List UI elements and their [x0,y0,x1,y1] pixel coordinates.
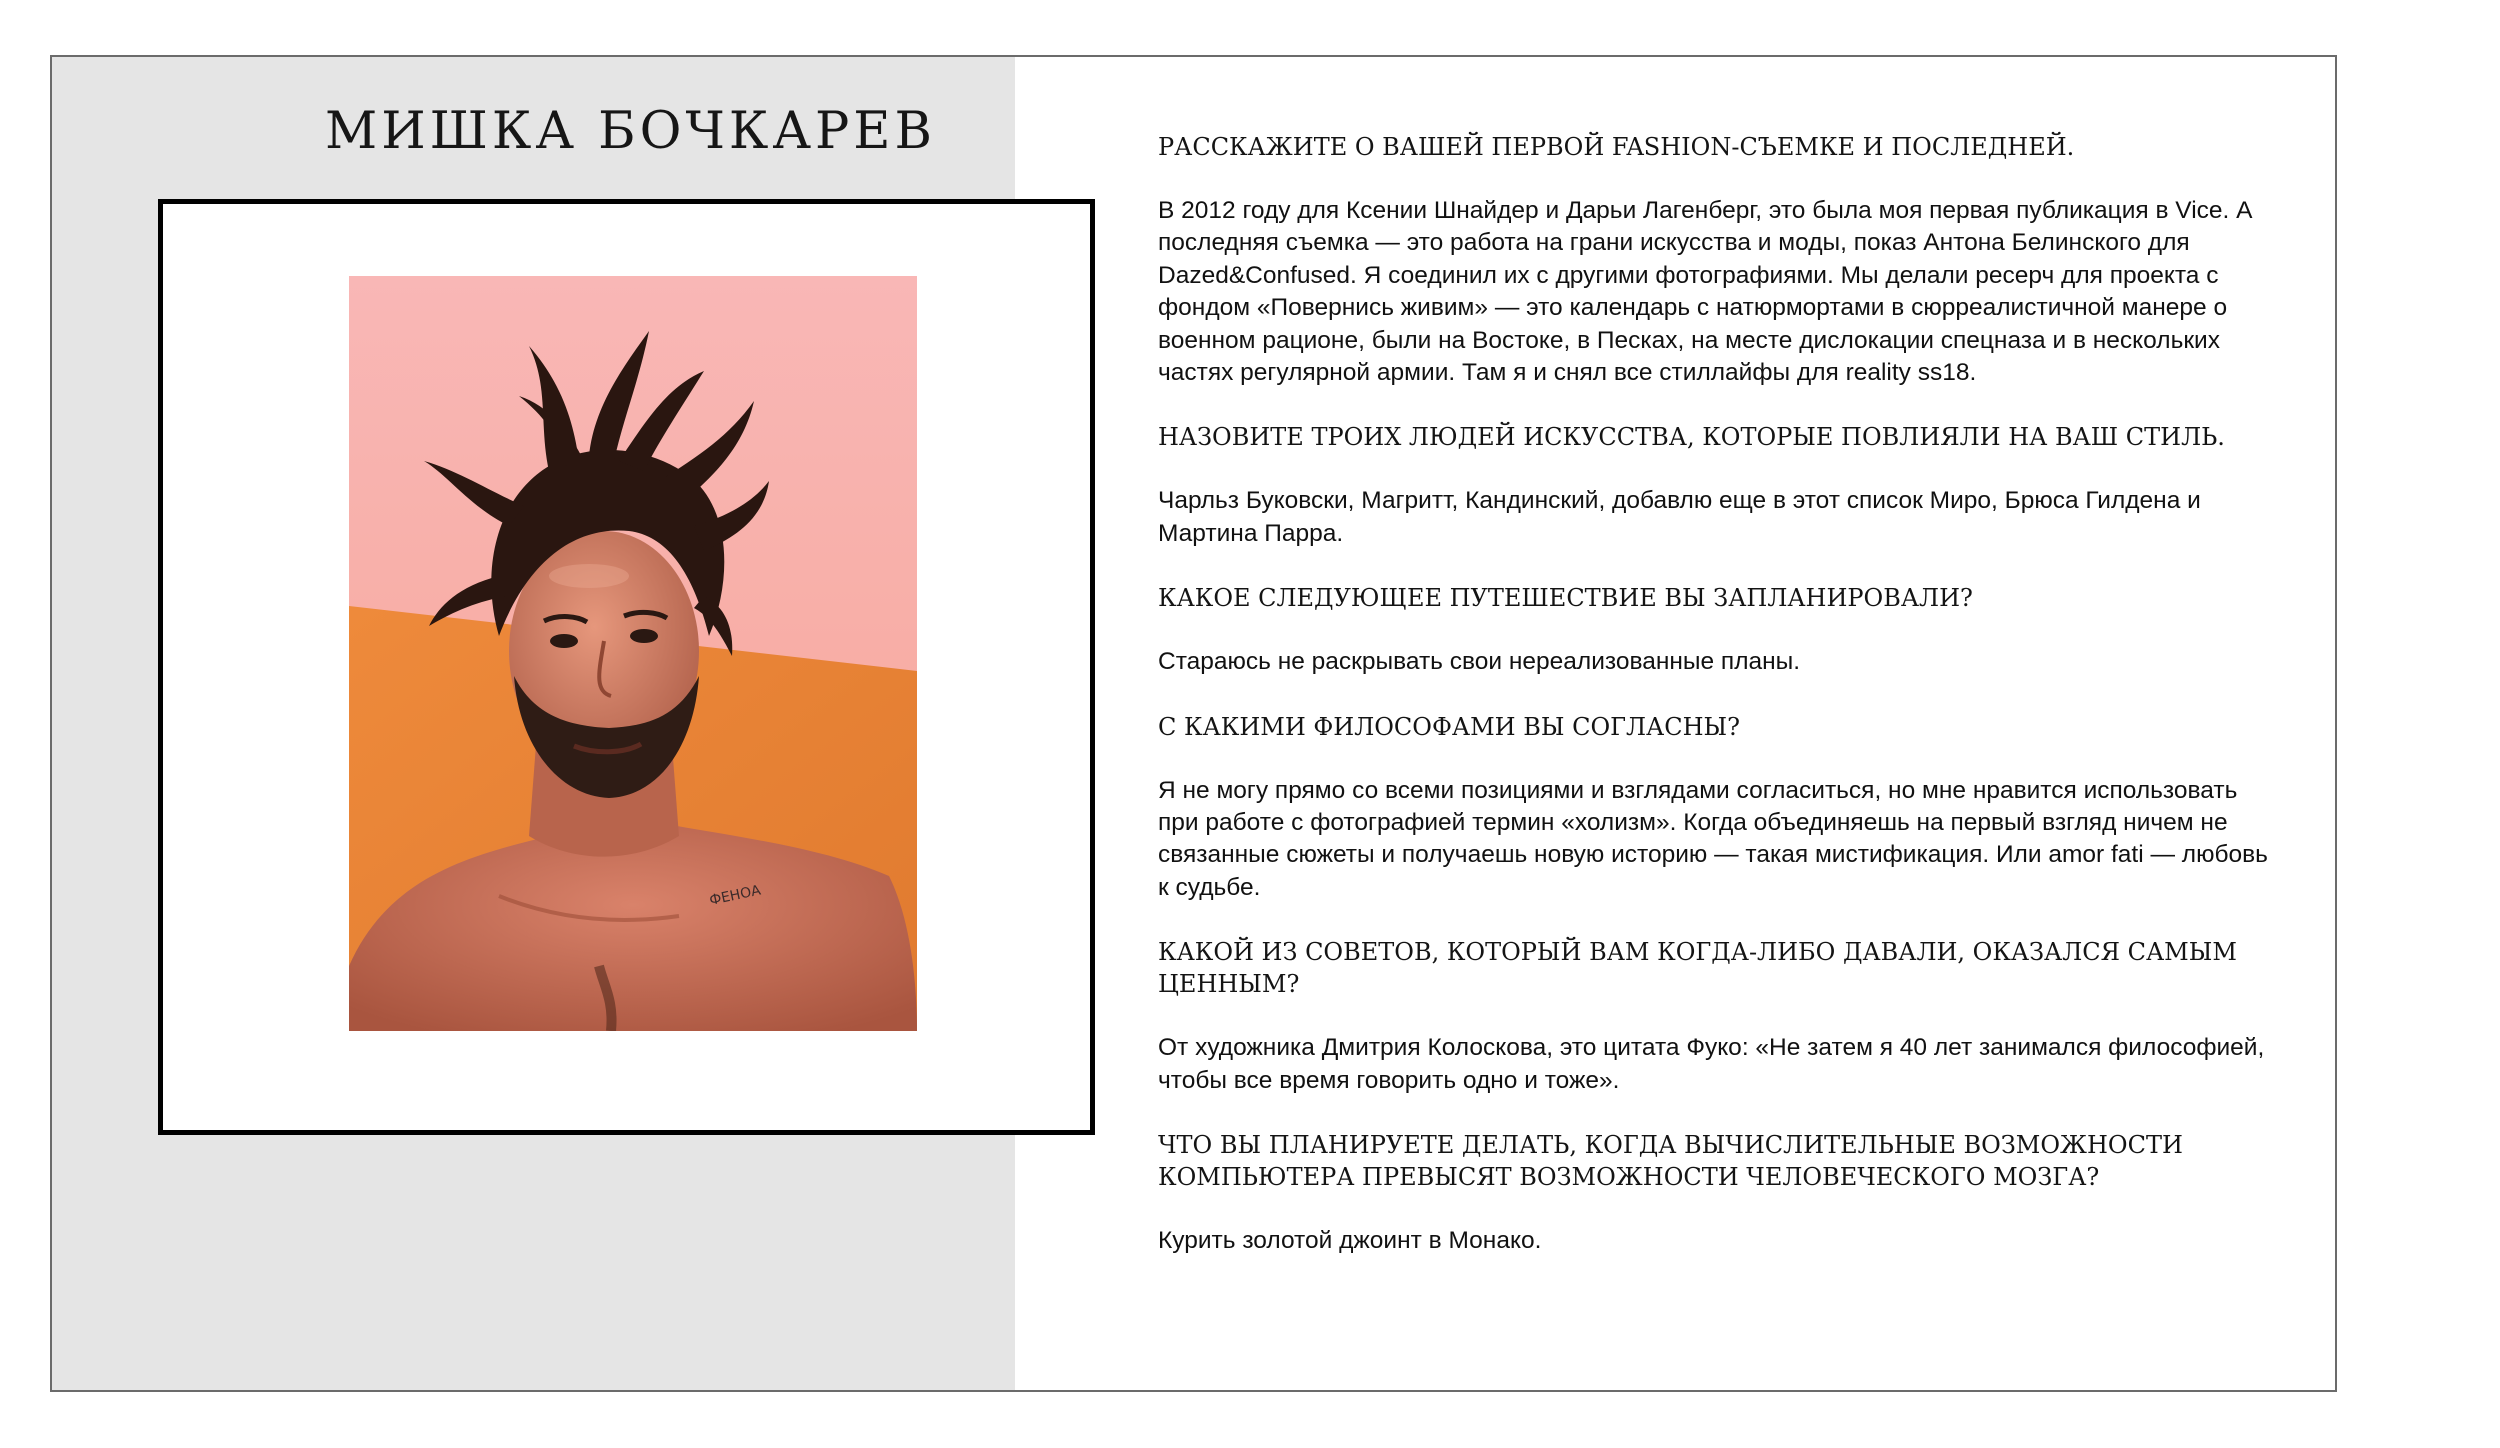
question-1: РАССКАЖИТЕ О ВАШЕЙ ПЕРВОЙ FASHION-СЪЕМКЕ И ПОСЛЕДНЕЙ. [1158,133,2075,161]
question-2: НАЗОВИТЕ ТРОИХ ЛЮДЕЙ ИСКУССТВА, КОТОРЫЕ ПОВЛИЯЛИ НА ВАШ СТИЛЬ. [1158,423,2225,452]
portrait-photo [349,276,917,1031]
left-eye [550,634,578,648]
question-3: КАКОЕ СЛЕДУЮЩЕЕ ПУТЕШЕСТВИЕ ВЫ ЗАПЛАНИРОВАЛИ? [1158,584,1973,613]
answer-6: Курить золотой джоинт в Монако. [1158,1227,1542,1255]
photo-frame [158,199,1095,1135]
answer-3: Стараюсь не раскрывать свои нереализованные планы. [1158,648,1801,676]
tattoo: ФЕНОА [707,882,763,909]
page [50,55,2337,1392]
answer-2: Чарльз Буковски, Магритт, Кандинский, добавлю еще в этот список Миро, Брюса Гилдена и Мартина Парра. [1158,487,2201,547]
page-title: МИШКА БОЧКАРЕВ [324,102,937,161]
interview-qa [1158,131,2268,1290]
question-5: КАКОЙ ИЗ СОВЕТОВ, КОТОРЫЙ ВАМ КОГДА-ЛИБО ДАВАЛИ, ОКАЗАЛСЯ САМЫМ ЦЕННЫМ? [1158,938,2237,999]
answer-5: От художника Дмитрия Колоскова, это цитата Фуко: «Не затем я 40 лет занимался философией, чтобы все время говорить одно и тоже». [1158,1034,2265,1094]
answer-4: Я не могу прямо со всеми позициями и взглядами согласиться, но мне нравится использовать при работе с фотографией термин «холизм». Когда объединяешь на первый взгляд ничем не связанные сюжеты и получаешь новую историю — такая мистификация. Или amor fati — любовь к судьбе. [1158,776,2268,901]
answer-1: В 2012 году для Ксении Шнайдер и Дарьи Лагенберг, это была моя первая публикация в Vice. А последняя съемка — это работа на грани искусства и моды, показ Антона Белинского для Dazed&Confused. Я соединил их с другими фотографиями. Мы делали ресерч для проекта с фондом «Повернись живим» — это календарь с натюрмортами в сюрреалистичной манере о военном рационе, были на Востоке, в Песках, на месте дислокации спецназа и в нескольких частях регулярной армии. Там я и снял все стиллайфы для reality ss18. [1158,197,2253,387]
right-eye [630,629,658,643]
portrait-illustration [349,276,917,1031]
question-6: ЧТО ВЫ ПЛАНИРУЕТЕ ДЕЛАТЬ, КОГДА ВЫЧИСЛИТЕЛЬНЫЕ ВОЗМОЖНОСТИ КОМПЬЮТЕРА ПРЕВЫСЯТ ВОЗМОЖНОСТИ ЧЕЛОВЕЧЕСКОГО МОЗГА? [1158,1131,2183,1192]
question-4: С КАКИМИ ФИЛОСОФАМИ ВЫ СОГЛАСНЫ? [1158,712,1740,741]
